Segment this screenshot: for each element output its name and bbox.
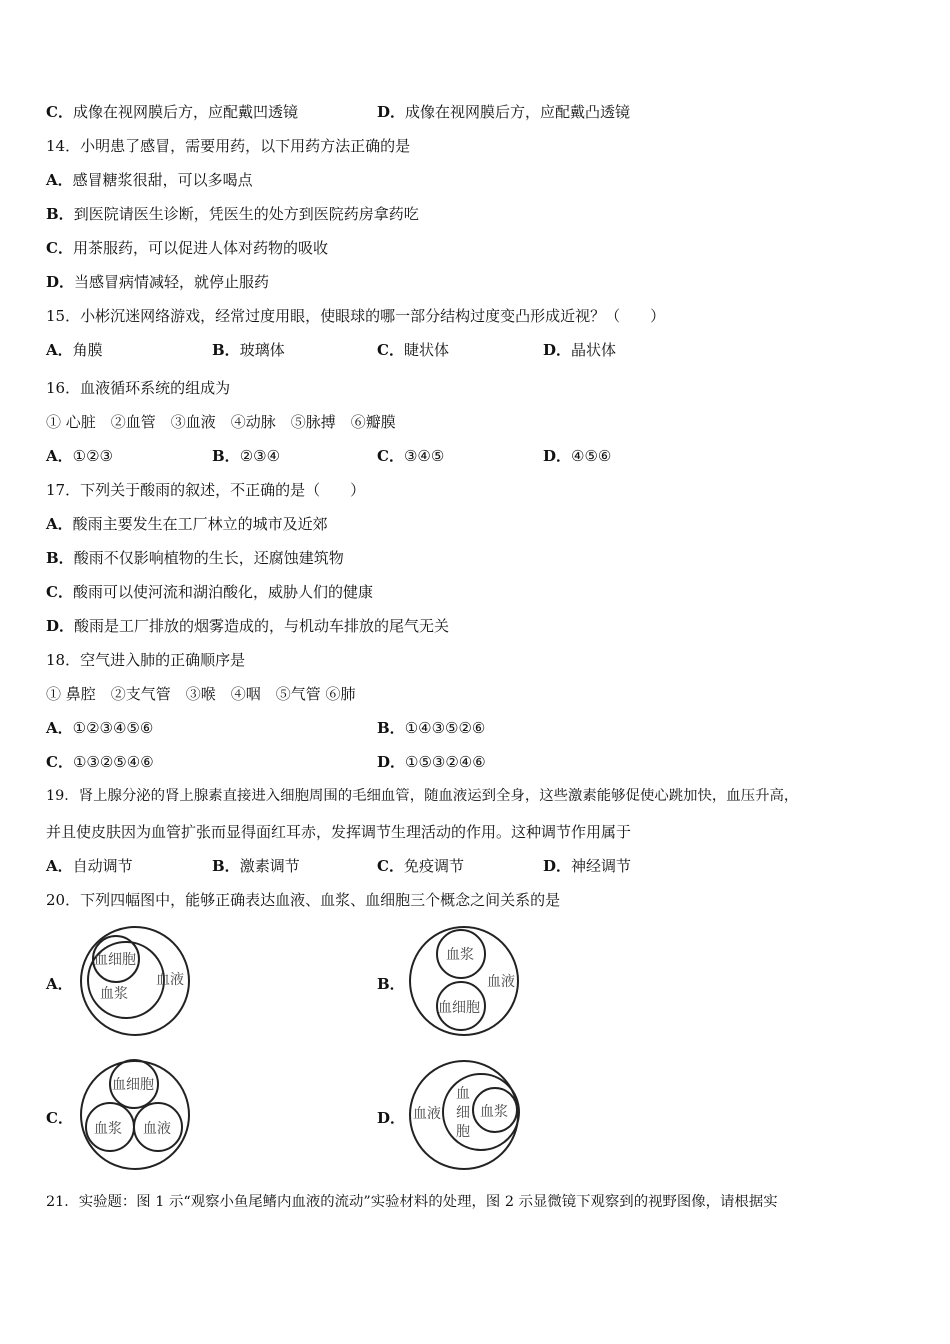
q18-stem: 18．空气进入肺的正确顺序是 xyxy=(46,651,246,669)
q17-option-a xyxy=(46,514,328,534)
label-blood: 血液 xyxy=(156,972,184,988)
q20-diagram-a xyxy=(78,924,192,1038)
q20-diagram-b xyxy=(407,924,521,1038)
option-text: 酸雨可以使河流和湖泊酸化，威胁人们的健康 xyxy=(72,583,373,601)
label-plasma: 血浆 xyxy=(480,1104,508,1120)
q15-stem: 15．小彬沉迷网络游戏，经常过度用眼，使眼球的哪一部分结构过度变凸形成近视？（ ） xyxy=(46,307,666,325)
option-label: B． xyxy=(212,447,240,465)
q20-diagram-d xyxy=(407,1058,521,1172)
q16-option-b xyxy=(212,446,280,466)
option-text: 免疫调节 xyxy=(403,857,464,875)
option-text: ④⑤⑥ xyxy=(571,447,612,465)
option-label: C． xyxy=(46,239,73,257)
option-text: ①②③ xyxy=(72,447,113,465)
option-text: 用茶服药，可以促进人体对药物的吸收 xyxy=(72,239,328,257)
option-label: B． xyxy=(46,549,74,567)
q16-option-c xyxy=(377,446,444,466)
option-label: C． xyxy=(46,103,73,121)
option-text: ①⑤③②④⑥ xyxy=(405,753,486,771)
option-text: 神经调节 xyxy=(571,857,632,875)
label-plasma: 血浆 xyxy=(446,947,474,963)
q16-stem: 16．血液循环系统的组成为 xyxy=(46,379,231,397)
option-text: ①④③⑤②⑥ xyxy=(404,719,486,737)
option-label: A． xyxy=(46,719,73,737)
option-label: C． xyxy=(377,857,404,875)
option-label: C． xyxy=(46,753,73,771)
label-blood: 血液 xyxy=(487,974,515,990)
option-text: 角膜 xyxy=(72,341,103,359)
option-label: B． xyxy=(377,719,405,737)
option-text: 酸雨是工厂排放的烟雾造成的，与机动车排放的尾气无关 xyxy=(74,617,450,635)
q18-option-a xyxy=(46,718,153,738)
q17-option-c xyxy=(46,582,373,602)
label-blood: 血液 xyxy=(413,1106,441,1122)
option-text: 当感冒病情减轻，就停止服药 xyxy=(74,273,270,291)
option-label: A． xyxy=(46,171,73,189)
q18-items: ① 鼻腔 ②支气管 ③喉 ④咽 ⑤气管 ⑥肺 xyxy=(46,685,356,703)
option-label: C． xyxy=(46,583,73,601)
q13-option-d xyxy=(377,102,630,122)
option-text: 到医院请医生诊断，凭医生的处方到医院药房拿药吃 xyxy=(73,205,419,223)
label-cells: 血细胞 xyxy=(112,1077,154,1093)
q20-diagram-c xyxy=(78,1058,192,1172)
option-label: B． xyxy=(46,205,74,223)
q14-option-a xyxy=(46,170,253,190)
label-cells-char-1: 血 xyxy=(456,1086,470,1102)
option-label: B． xyxy=(212,341,240,359)
option-text: 玻璃体 xyxy=(239,341,285,359)
label-plasma: 血浆 xyxy=(94,1121,122,1137)
q18-option-c xyxy=(46,752,154,772)
q15-option-d xyxy=(543,340,616,360)
q17-stem: 17．下列关于酸雨的叙述，不正确的是（ ） xyxy=(46,481,366,499)
option-text: 晶状体 xyxy=(571,341,617,359)
label-cells: 血细胞 xyxy=(94,952,136,968)
option-text: ①②③④⑤⑥ xyxy=(72,719,154,737)
q16-option-d xyxy=(543,446,611,466)
option-text: 激素调节 xyxy=(239,857,300,875)
option-text: 成像在视网膜后方，应配戴凹透镜 xyxy=(72,103,298,121)
label-cells: 血细胞 xyxy=(438,1000,480,1016)
option-label: A． xyxy=(46,515,73,533)
q19-option-d xyxy=(543,856,631,876)
option-label: A． xyxy=(46,857,73,875)
q20-label-a: A． xyxy=(46,975,73,993)
option-label: C． xyxy=(377,341,404,359)
q15-option-c xyxy=(377,340,449,360)
q17-option-b xyxy=(46,548,344,568)
option-label: D． xyxy=(46,273,75,291)
option-label: D． xyxy=(543,447,572,465)
option-label: D． xyxy=(377,753,406,771)
q20-label-d: D． xyxy=(377,1109,406,1127)
q14-option-b xyxy=(46,204,419,224)
option-text: ①③②⑤④⑥ xyxy=(72,753,154,771)
option-label: D． xyxy=(543,341,572,359)
q13-option-c xyxy=(46,102,298,122)
option-text: ③④⑤ xyxy=(403,447,445,465)
option-text: 睫状体 xyxy=(403,341,449,359)
q15-option-a xyxy=(46,340,103,360)
q14-option-c xyxy=(46,238,328,258)
option-text: 感冒糖浆很甜，可以多喝点 xyxy=(72,171,253,189)
q19-stem-line2: 并且使皮肤因为血管扩张而显得面红耳赤，发挥调节生理活动的作用。这种调节作用属于 xyxy=(46,823,632,841)
q16-option-a xyxy=(46,446,113,466)
q14-option-d xyxy=(46,272,269,292)
label-cells-char-2: 细 xyxy=(456,1105,470,1121)
q20-stem: 20．下列四幅图中，能够正确表达血液、血浆、血细胞三个概念之间关系的是 xyxy=(46,891,561,909)
q19-option-c xyxy=(377,856,464,876)
option-label: D． xyxy=(543,857,572,875)
label-plasma: 血浆 xyxy=(100,986,128,1002)
q19-option-b xyxy=(212,856,300,876)
label-blood: 血液 xyxy=(143,1121,171,1137)
q18-option-b xyxy=(377,718,485,738)
q19-option-a xyxy=(46,856,133,876)
q17-option-d xyxy=(46,616,449,636)
option-label: D． xyxy=(377,103,406,121)
q15-option-b xyxy=(212,340,285,360)
option-label: D． xyxy=(46,617,75,635)
option-text: ②③④ xyxy=(239,447,281,465)
option-text: 成像在视网膜后方，应配戴凸透镜 xyxy=(405,103,631,121)
option-text: 自动调节 xyxy=(72,857,133,875)
q21-stem: 21．实验题：图 1 示“观察小鱼尾鳍内血液的流动”实验材料的处理，图 2 示显微镜下观察到的视野图像，请根据实 xyxy=(46,1194,778,1210)
q14-stem: 14．小明患了感冒，需要用药，以下用药方法正确的是 xyxy=(46,137,411,155)
q18-option-d xyxy=(377,752,486,772)
q16-items: ① 心脏 ②血管 ③血液 ④动脉 ⑤脉搏 ⑥瓣膜 xyxy=(46,413,396,431)
label-cells-vertical xyxy=(456,1086,470,1140)
q20-label-c: C． xyxy=(46,1109,73,1127)
option-label: C． xyxy=(377,447,404,465)
option-label: B． xyxy=(212,857,240,875)
q19-stem-line1: 19．肾上腺分泌的肾上腺素直接进入细胞周围的毛细血管，随血液运到全身，这些激素能够促使心跳加快，血压升高， xyxy=(46,788,799,804)
option-label: A． xyxy=(46,447,73,465)
label-cells-char-3: 胞 xyxy=(456,1124,470,1140)
q20-label-b: B． xyxy=(377,975,405,993)
option-label: A． xyxy=(46,341,73,359)
option-text: 酸雨不仅影响植物的生长，还腐蚀建筑物 xyxy=(73,549,344,567)
option-text: 酸雨主要发生在工厂林立的城市及近郊 xyxy=(72,515,328,533)
